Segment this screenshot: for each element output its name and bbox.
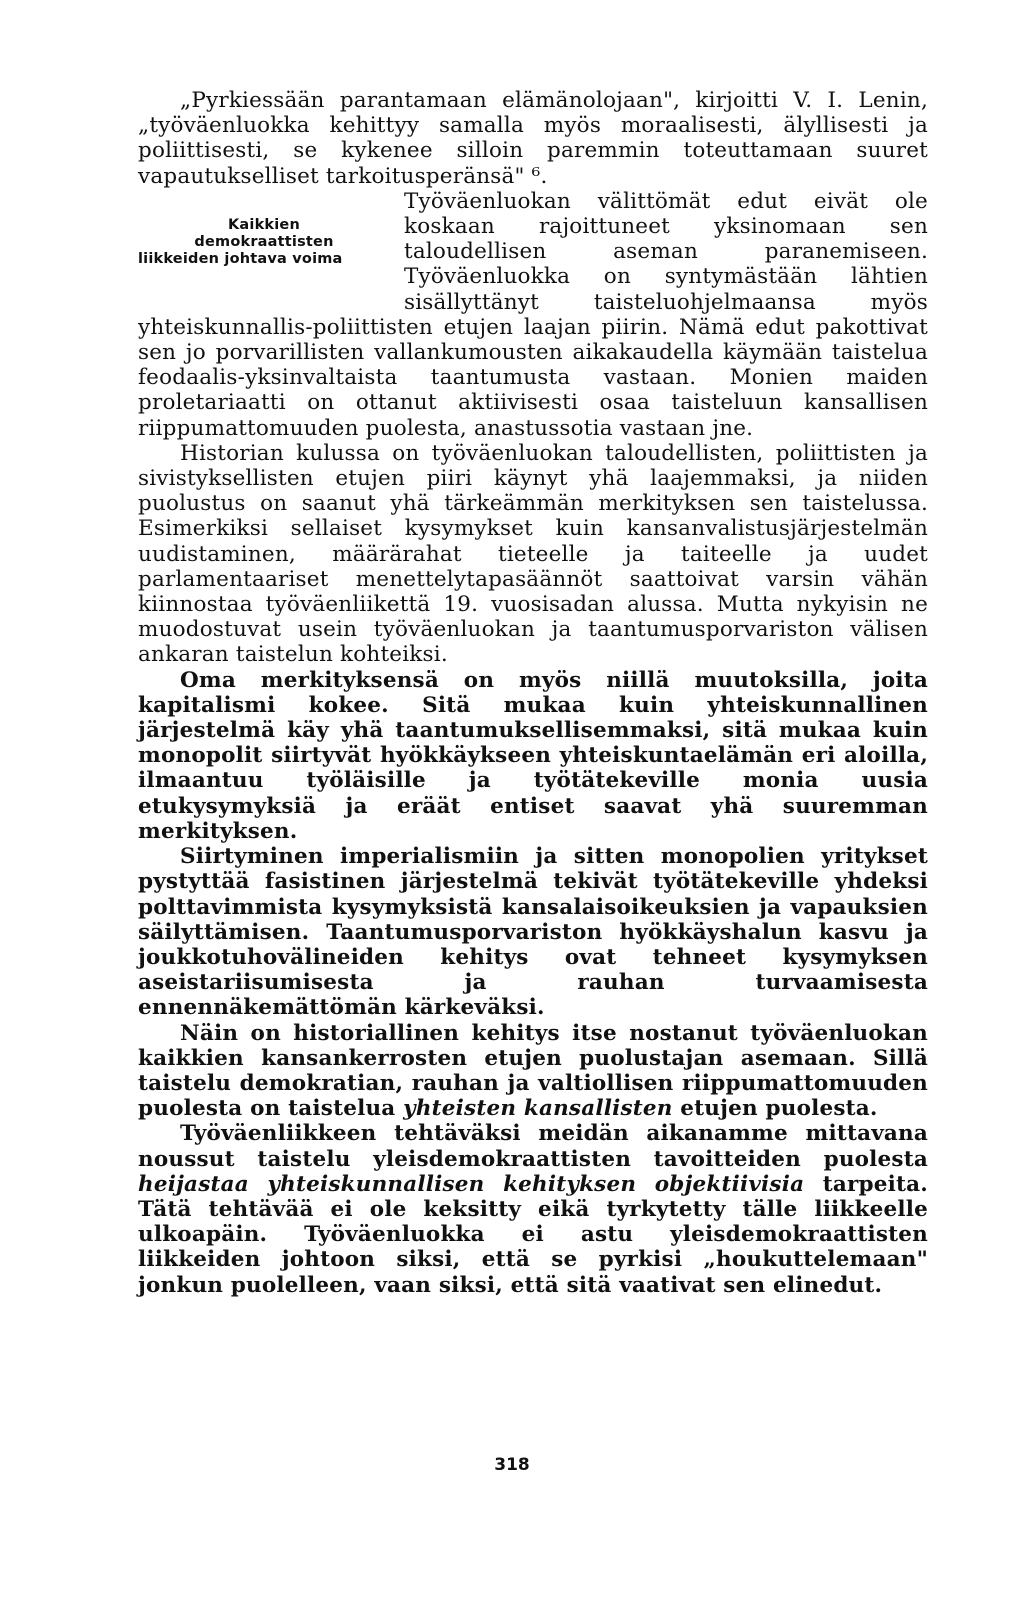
- margin-heading-line-1: Kaikkien: [227, 216, 300, 233]
- paragraph-historical-development-text-b: etujen puolesta.: [672, 1096, 878, 1122]
- page-number: 318: [494, 1455, 530, 1475]
- paragraph-capitalism-changes: Oma merkityksensä on myös niillä muutoksilla, joita kapitalismi kokee. Sitä mukaa kuin yhteiskunnallinen järjestelmä käy yhä taantumuksellisemmaksi, sitä mukaa kuin monopolit siirtyvät hyökkäykseen yhteiskuntaelämän eri aloilla, ilmaantuu työläisille ja työtätekeville monia uusia etukysymyksiä ja eräät entiset saavat yhä suuremman merkityksen.: [138, 667, 928, 844]
- paragraph-historical-development-text-a: Näin on historiallinen kehitys itse nostanut työväenluokan kaikkien kansankerrosten etujen puolustajan asemaan. Sillä taistelu demokratian, rauhan ja valtiollisen riippumattomuuden puolesta on taistelua: [138, 1020, 928, 1122]
- margin-heading-line-3: liikkeiden johtava voima: [138, 250, 343, 267]
- paragraph-labour-movement-task-text-b: tarpeita. Tätä tehtävää ei ole keksitty eikä tyrkytetty tälle liikkeelle ulkoapäin. Työväenluokka ei astu yleisdemokraattisten liikkeiden johtoon siksi, että se pyrkisi „houkuttelemaan" jonkun puolelleen, vaan siksi, että sitä vaativat sen elinedut.: [138, 1171, 928, 1298]
- margin-heading: [138, 217, 390, 268]
- paragraph-lenin-quote: „Pyrkiessään parantamaan elämänolojaan", kirjoitti V. I. Lenin, „työväenluokka kehittyy samalla myös moraalisesti, älyllisesti ja poliittisesti, se kykenee silloin paremmin toteuttamaan suuret vapautukselliset tarkoitusperänsä" ⁶.: [138, 88, 928, 189]
- paragraph-historical-development: [138, 1021, 928, 1122]
- paragraph-labour-movement-task: [138, 1121, 928, 1297]
- margin-heading-line-2: demokraattisten: [194, 233, 334, 250]
- emphasis-objective-needs: heijastaa yhteiskunnallisen kehityksen objektiivisia: [138, 1171, 805, 1197]
- paragraph-immediate-interests-text: Työväenluokan välittömät edut eivät ole koskaan rajoittuneet yksinomaan sen taloudellisen aseman paranemiseen. Työväenluokka on syntymästään lähtien sisällyttänyt taisteluohjelmaansa myös yhteiskunnallis-poliittisten etujen laajan piirin. Nämä edut pakottivat sen jo porvarillisten vallankumousten aikakaudella käymään taistelua feodaalis-yksinvaltaista taantumusta vastaan. Monien maiden proletariaatti on ottanut aktiivisesti osaa taisteluun kansallisen riippumattomuuden puolesta, anastussotia vastaan jne.: [138, 188, 928, 441]
- paragraph-labour-movement-task-text-a: Työväenliikkeen tehtäväksi meidän aikanamme mittavana noussut taistelu yleisdemokraattisten tavoitteiden puolesta: [138, 1121, 928, 1172]
- emphasis-common-national: yhteisten kansallisten: [403, 1096, 673, 1122]
- page-body: [138, 88, 928, 1298]
- paragraph-imperialism: Siirtyminen imperialismiin ja sitten monopolien yritykset pystyttää fasistinen järjestelmä tekivät työtätekeville yhdeksi polttavimmista kysymyksistä kansalaisoikeuksien ja vapauksien säilyttämisen. Taantumusporvariston hyökkäyshalun kasvu ja joukkotuhovälineiden kehitys ovat tehneet kysymyksen aseistariisumisesta ja rauhan turvaamisesta ennennäkemättömän kärkeväksi.: [138, 844, 928, 1021]
- paragraph-immediate-interests: [138, 189, 928, 441]
- paragraph-history: Historian kulussa on työväenluokan taloudellisten, poliittisten ja sivistyksellisten etujen piiri käynyt yhä laajemmaksi, ja niiden puolustus on saanut yhä tärkeämmän merkityksen sen taistelussa. Esimerkiksi sellaiset kysymykset kuin kansanvalistusjärjestelmän uudistaminen, määrärahat tieteelle ja taiteelle ja uudet parlamentaariset menettelytapasäännöt saattoivat varsin vähän kiinnostaa työväenliikettä 19. vuosisadan alussa. Mutta nykyisin ne muodostuvat usein työväenluokan ja taantumusporvariston välisen ankaran taistelun kohteiksi.: [138, 440, 928, 668]
